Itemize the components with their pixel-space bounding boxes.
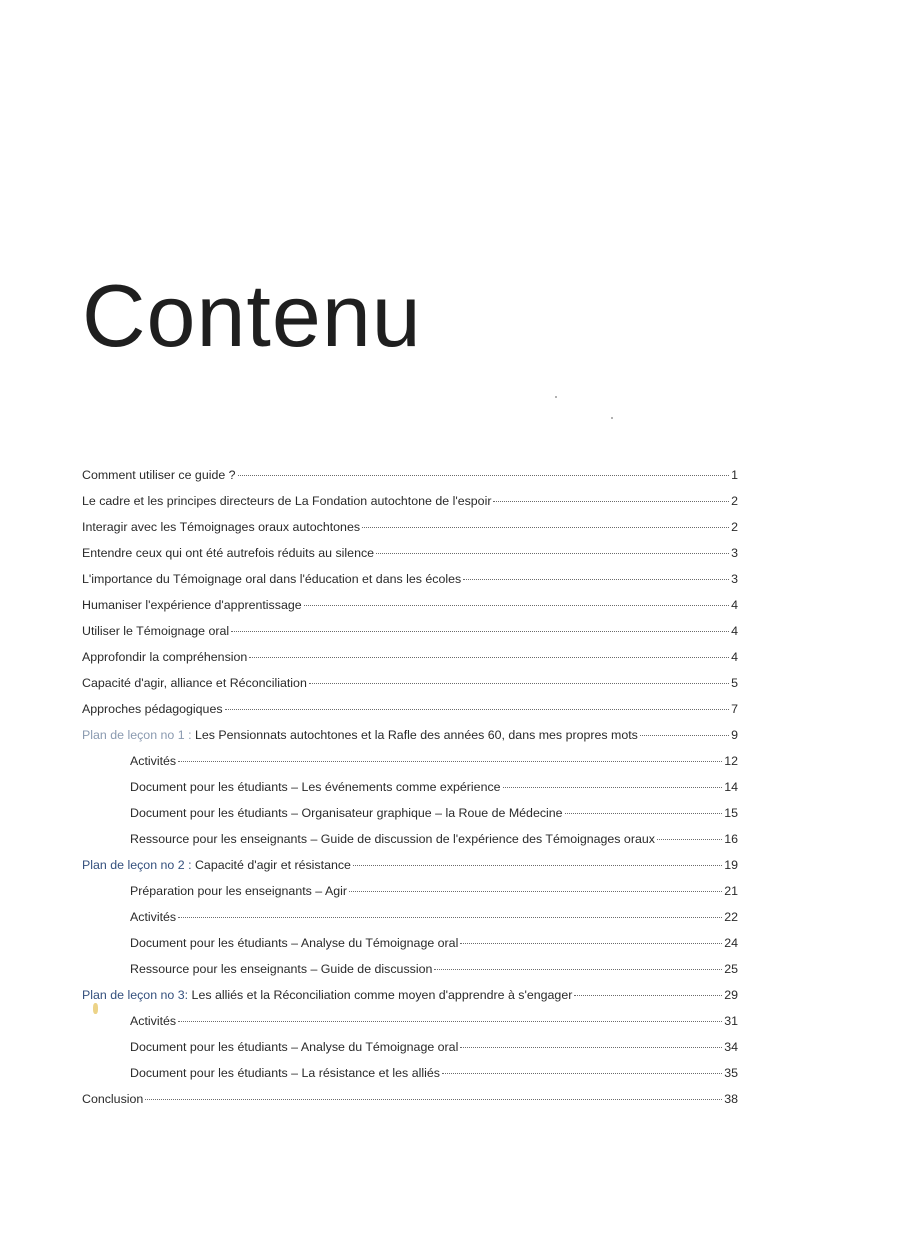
toc-entry-label [130, 1040, 458, 1054]
toc-entry-label [130, 1066, 440, 1080]
toc-subentry[interactable] [82, 1014, 738, 1040]
highlighter-mark [93, 1003, 98, 1014]
toc-page-number: 24 [724, 936, 738, 950]
toc-lesson-prefix: Plan de leçon no 3: [82, 988, 192, 1002]
scan-speck [555, 396, 557, 398]
toc-entry-text: Le cadre et les principes directeurs de La Fondation autochtone de l'espoir [82, 494, 492, 508]
toc-entry-label [82, 676, 307, 690]
toc-subentry[interactable] [82, 962, 738, 988]
toc-entry[interactable] [82, 494, 738, 520]
dot-leader [353, 865, 722, 866]
toc-entry-label [82, 598, 302, 612]
toc-entry-text: Interagir avec les Témoignages oraux autochtones [82, 520, 361, 534]
dot-leader [460, 1047, 722, 1048]
dot-leader [493, 501, 729, 502]
toc-entry[interactable] [82, 702, 738, 728]
toc-subentry[interactable] [82, 1066, 738, 1092]
dot-leader [249, 657, 729, 658]
dot-leader [225, 709, 730, 710]
toc-page-number: 7 [731, 702, 738, 716]
toc-entry-label [130, 1014, 176, 1028]
toc-subentry[interactable] [82, 754, 738, 780]
dot-leader [442, 1073, 722, 1074]
toc-subentry[interactable] [82, 936, 738, 962]
toc-entry-text: Approches pédagogiques [82, 702, 223, 716]
dot-leader [309, 683, 729, 684]
toc-entry-label [82, 988, 572, 1002]
toc-page-number: 4 [731, 624, 738, 638]
toc-entry-label [130, 962, 432, 976]
toc-page-number: 14 [724, 780, 738, 794]
toc-entry-text: Conclusion [82, 1092, 144, 1106]
toc-entry-text: Document pour les étudiants – Organisateur graphique – la Roue de Médecine [130, 806, 563, 820]
toc-page-number: 22 [724, 910, 738, 924]
toc-page-number: 16 [724, 832, 738, 846]
toc-entry-text: Document pour les étudiants – La résistance et les alliés [130, 1066, 440, 1080]
toc-entry-text: Document pour les étudiants – Analyse du Témoignage oral [130, 1040, 459, 1054]
toc-entry-label [82, 650, 247, 664]
dot-leader [362, 527, 729, 528]
toc-entry[interactable] [82, 988, 738, 1014]
toc-page-number: 3 [731, 546, 738, 560]
dot-leader [463, 579, 729, 580]
toc-lesson-prefix: Plan de leçon no 1 : [82, 728, 195, 742]
toc-entry[interactable] [82, 728, 738, 754]
toc-entry-text: Activités [130, 754, 177, 768]
toc-page-number: 4 [731, 598, 738, 612]
toc-entry-label [82, 520, 360, 534]
toc-entry[interactable] [82, 676, 738, 702]
toc-entry-label [82, 546, 374, 560]
dot-leader [238, 475, 730, 476]
toc-page-number: 25 [724, 962, 738, 976]
toc-entry[interactable] [82, 1092, 738, 1118]
toc-page-number: 1 [731, 468, 738, 482]
toc-entry-label [82, 494, 491, 508]
dot-leader [178, 1021, 722, 1022]
toc-entry-label [82, 468, 236, 482]
toc-entry-text: Humaniser l'expérience d'apprentissage [82, 598, 302, 612]
dot-leader [376, 553, 729, 554]
toc-page-number: 2 [731, 494, 738, 508]
dot-leader [145, 1099, 722, 1100]
dot-leader [503, 787, 723, 788]
toc-entry-text: Utiliser le Témoignage oral [82, 624, 230, 638]
toc-page-number: 29 [724, 988, 738, 1002]
toc-entry-text: Approfondir la compréhension [82, 650, 248, 664]
toc-entry[interactable] [82, 598, 738, 624]
dot-leader [178, 917, 722, 918]
toc-entry-text: Activités [130, 910, 177, 924]
toc-entry-text: Entendre ceux qui ont été autrefois réduits au silence [82, 546, 375, 560]
toc-entry[interactable] [82, 858, 738, 884]
toc-entry-label [82, 702, 223, 716]
toc-entry-label [130, 832, 655, 846]
toc-entry-label [130, 910, 176, 924]
toc-entry[interactable] [82, 546, 738, 572]
dot-leader [640, 735, 729, 736]
toc-entry-text: Comment utiliser ce guide ? [82, 468, 236, 482]
toc-page-number: 12 [724, 754, 738, 768]
dot-leader [349, 891, 722, 892]
toc-entry-label [130, 754, 176, 768]
toc-entry-text: L'importance du Témoignage oral dans l'éducation et dans les écoles [82, 572, 462, 586]
toc-entry-label [82, 572, 461, 586]
toc-entry[interactable] [82, 468, 738, 494]
toc-entry-label [82, 858, 351, 872]
toc-entry-text: Capacité d'agir et résistance [194, 858, 351, 872]
toc-entry-text: Ressource pour les enseignants – Guide de discussion [130, 962, 433, 976]
toc-entry[interactable] [82, 572, 738, 598]
toc-entry-label [82, 728, 638, 742]
toc-page-number: 38 [724, 1092, 738, 1106]
toc-entry-text: Document pour les étudiants – Les événements comme expérience [130, 780, 501, 794]
toc-lesson-prefix: Plan de leçon no 2 : [82, 858, 195, 872]
toc-page-number: 21 [724, 884, 738, 898]
toc-entry-text: Les alliés et la Réconciliation comme moyen d'apprendre à s'engager [191, 988, 573, 1002]
table-of-contents [82, 468, 738, 1118]
toc-entry[interactable] [82, 624, 738, 650]
dot-leader [574, 995, 722, 996]
toc-page-number: 9 [731, 728, 738, 742]
dot-leader [231, 631, 729, 632]
toc-subentry[interactable] [82, 832, 738, 858]
toc-entry[interactable] [82, 650, 738, 676]
toc-page-number: 15 [724, 806, 738, 820]
toc-entry-label [130, 884, 347, 898]
dot-leader [657, 839, 722, 840]
toc-page-number: 3 [731, 572, 738, 586]
dot-leader [460, 943, 722, 944]
toc-subentry[interactable] [82, 806, 738, 832]
toc-subentry[interactable] [82, 910, 738, 936]
toc-entry-label [130, 780, 501, 794]
page-title: Contenu [82, 266, 422, 365]
toc-subentry[interactable] [82, 780, 738, 806]
toc-entry-label [82, 1092, 143, 1106]
toc-entry-text: Préparation pour les enseignants – Agir [130, 884, 347, 898]
toc-subentry[interactable] [82, 1040, 738, 1066]
dot-leader [434, 969, 722, 970]
toc-page-number: 35 [724, 1066, 738, 1080]
toc-subentry[interactable] [82, 884, 738, 910]
dot-leader [178, 761, 722, 762]
dot-leader [304, 605, 729, 606]
toc-entry[interactable] [82, 520, 738, 546]
toc-page-number: 2 [731, 520, 738, 534]
toc-entry-text: Activités [130, 1014, 177, 1028]
toc-page-number: 4 [731, 650, 738, 664]
toc-page-number: 19 [724, 858, 738, 872]
toc-entry-label [82, 624, 229, 638]
toc-entry-text: Les Pensionnats autochtones et la Rafle des années 60, dans mes propres mots [194, 728, 638, 742]
dot-leader [565, 813, 723, 814]
toc-entry-text: Document pour les étudiants – Analyse du Témoignage oral [130, 936, 459, 950]
toc-page-number: 31 [724, 1014, 738, 1028]
toc-entry-text: Ressource pour les enseignants – Guide de discussion de l'expérience des Témoignages oraux [130, 832, 655, 846]
toc-entry-label [130, 936, 458, 950]
toc-page-number: 5 [731, 676, 738, 690]
toc-entry-text: Capacité d'agir, alliance et Réconciliation [82, 676, 307, 690]
scan-speck [611, 417, 613, 419]
toc-entry-label [130, 806, 563, 820]
toc-page-number: 34 [724, 1040, 738, 1054]
